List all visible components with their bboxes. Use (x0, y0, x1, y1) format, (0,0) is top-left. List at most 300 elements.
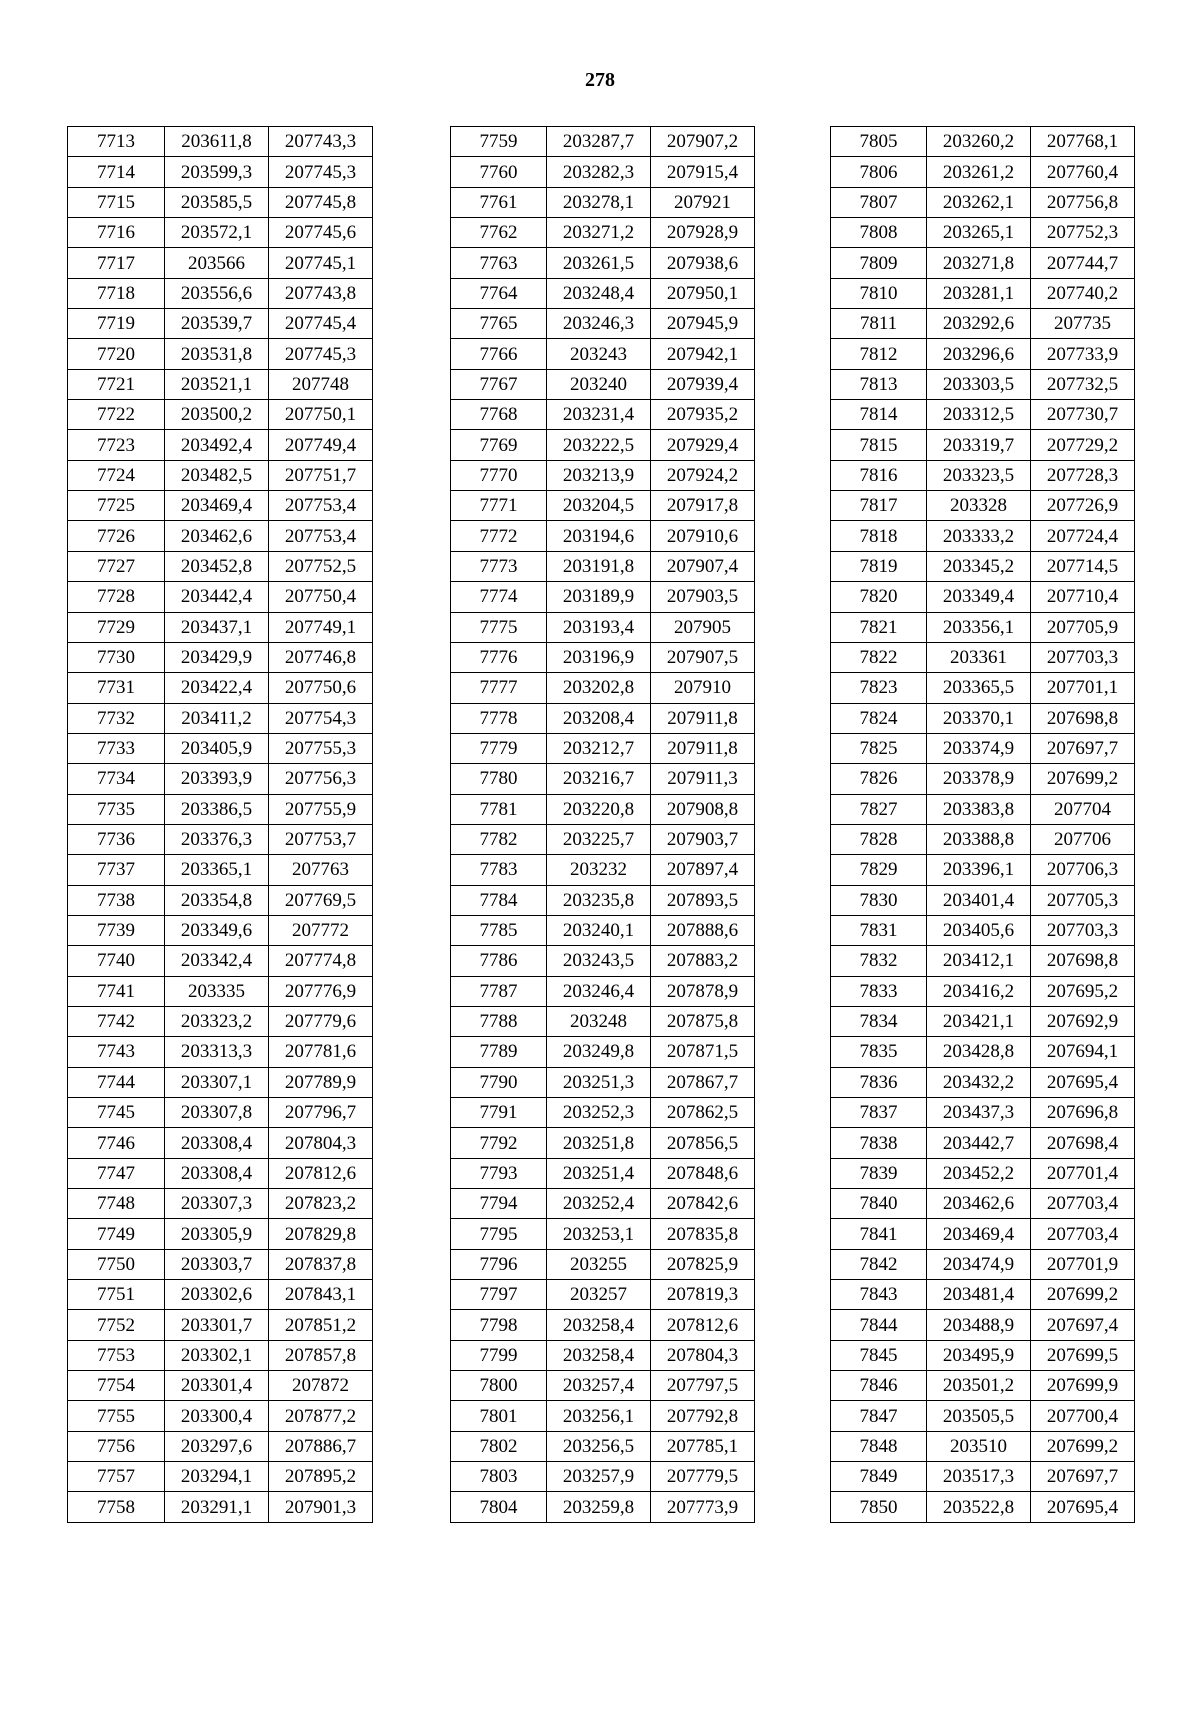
y-coordinate-cell: 207751,7 (269, 460, 373, 490)
y-coordinate-cell: 207867,7 (651, 1067, 755, 1097)
point-number-cell: 7840 (831, 1189, 927, 1219)
point-number-cell: 7763 (451, 248, 547, 278)
y-coordinate-cell: 207935,2 (651, 400, 755, 430)
x-coordinate-cell: 203222,5 (547, 430, 651, 460)
table-row (451, 187, 755, 217)
y-coordinate-cell: 207877,2 (269, 1401, 373, 1431)
table-row (451, 1158, 755, 1188)
page-number: 278 (585, 69, 615, 91)
y-coordinate-cell: 207910,6 (651, 521, 755, 551)
x-coordinate-cell: 203212,7 (547, 733, 651, 763)
point-number-cell: 7793 (451, 1158, 547, 1188)
y-coordinate-cell: 207699,2 (1031, 764, 1135, 794)
x-coordinate-cell: 203307,3 (165, 1189, 269, 1219)
table-row (68, 946, 373, 976)
y-coordinate-cell: 207706 (1031, 824, 1135, 854)
point-number-cell: 7738 (68, 885, 165, 915)
y-coordinate-cell: 207776,9 (269, 976, 373, 1006)
x-coordinate-cell: 203328 (927, 491, 1031, 521)
table-row (451, 339, 755, 369)
x-coordinate-cell: 203292,6 (927, 309, 1031, 339)
x-coordinate-cell: 203255 (547, 1249, 651, 1279)
y-coordinate-cell: 207950,1 (651, 278, 755, 308)
table-row (451, 1371, 755, 1401)
point-number-cell: 7719 (68, 309, 165, 339)
table-row (831, 1249, 1135, 1279)
y-coordinate-cell: 207753,7 (269, 824, 373, 854)
point-number-cell: 7804 (451, 1492, 547, 1522)
coordinate-table-3 (830, 126, 1135, 1523)
point-number-cell: 7761 (451, 187, 547, 217)
table-row (451, 946, 755, 976)
x-coordinate-cell: 203251,4 (547, 1158, 651, 1188)
x-coordinate-cell: 203246,4 (547, 976, 651, 1006)
point-number-cell: 7815 (831, 430, 927, 460)
x-coordinate-cell: 203231,4 (547, 400, 651, 430)
point-number-cell: 7753 (68, 1340, 165, 1370)
table-row (831, 309, 1135, 339)
table-row (831, 248, 1135, 278)
x-coordinate-cell: 203495,9 (927, 1340, 1031, 1370)
table-row (831, 1401, 1135, 1431)
table-row (68, 187, 373, 217)
x-coordinate-cell: 203469,4 (165, 491, 269, 521)
table-row (831, 521, 1135, 551)
y-coordinate-cell: 207714,5 (1031, 551, 1135, 581)
x-coordinate-cell: 203500,2 (165, 400, 269, 430)
point-number-cell: 7776 (451, 642, 547, 672)
x-coordinate-cell: 203411,2 (165, 703, 269, 733)
point-number-cell: 7741 (68, 976, 165, 1006)
x-coordinate-cell: 203481,4 (927, 1280, 1031, 1310)
point-number-cell: 7802 (451, 1431, 547, 1461)
point-number-cell: 7713 (68, 127, 165, 157)
point-number-cell: 7715 (68, 187, 165, 217)
point-number-cell: 7837 (831, 1098, 927, 1128)
point-number-cell: 7785 (451, 915, 547, 945)
point-number-cell: 7826 (831, 764, 927, 794)
y-coordinate-cell: 207843,1 (269, 1280, 373, 1310)
table-row (451, 764, 755, 794)
point-number-cell: 7767 (451, 369, 547, 399)
table-row (831, 764, 1135, 794)
point-number-cell: 7832 (831, 946, 927, 976)
y-coordinate-cell: 207924,2 (651, 460, 755, 490)
y-coordinate-cell: 207732,5 (1031, 369, 1135, 399)
table-row (68, 855, 373, 885)
x-coordinate-cell: 203383,8 (927, 794, 1031, 824)
point-number-cell: 7812 (831, 339, 927, 369)
table-row (451, 551, 755, 581)
x-coordinate-cell: 203296,6 (927, 339, 1031, 369)
coordinate-table-1 (67, 126, 373, 1523)
point-number-cell: 7799 (451, 1340, 547, 1370)
y-coordinate-cell: 207750,6 (269, 673, 373, 703)
point-number-cell: 7774 (451, 582, 547, 612)
point-number-cell: 7830 (831, 885, 927, 915)
point-number-cell: 7750 (68, 1249, 165, 1279)
y-coordinate-cell: 207745,6 (269, 218, 373, 248)
y-coordinate-cell: 207710,4 (1031, 582, 1135, 612)
table-row (68, 339, 373, 369)
x-coordinate-cell: 203271,2 (547, 218, 651, 248)
point-number-cell: 7847 (831, 1401, 927, 1431)
x-coordinate-cell: 203432,2 (927, 1067, 1031, 1097)
x-coordinate-cell: 203265,1 (927, 218, 1031, 248)
y-coordinate-cell: 207705,9 (1031, 612, 1135, 642)
point-number-cell: 7835 (831, 1037, 927, 1067)
y-coordinate-cell: 207785,1 (651, 1431, 755, 1461)
point-number-cell: 7748 (68, 1189, 165, 1219)
point-number-cell: 7824 (831, 703, 927, 733)
point-number-cell: 7790 (451, 1067, 547, 1097)
y-coordinate-cell: 207911,8 (651, 703, 755, 733)
table-row (831, 430, 1135, 460)
y-coordinate-cell: 207730,7 (1031, 400, 1135, 430)
x-coordinate-cell: 203287,7 (547, 127, 651, 157)
table-row (451, 1462, 755, 1492)
x-coordinate-cell: 203505,5 (927, 1401, 1031, 1431)
table-row (68, 1431, 373, 1461)
table-row (68, 1280, 373, 1310)
table-row (831, 824, 1135, 854)
point-number-cell: 7839 (831, 1158, 927, 1188)
table-row (451, 703, 755, 733)
y-coordinate-cell: 207837,8 (269, 1249, 373, 1279)
table-row (68, 794, 373, 824)
y-coordinate-cell: 207779,6 (269, 1006, 373, 1036)
x-coordinate-cell: 203599,3 (165, 157, 269, 187)
x-coordinate-cell: 203262,1 (927, 187, 1031, 217)
x-coordinate-cell: 203240 (547, 369, 651, 399)
point-number-cell: 7805 (831, 127, 927, 157)
table-row (451, 1067, 755, 1097)
y-coordinate-cell: 207872 (269, 1371, 373, 1401)
table-row (451, 794, 755, 824)
table-row (831, 1492, 1135, 1522)
x-coordinate-cell: 203437,3 (927, 1098, 1031, 1128)
point-number-cell: 7729 (68, 612, 165, 642)
y-coordinate-cell: 207903,7 (651, 824, 755, 854)
table-row (68, 278, 373, 308)
table-row (451, 369, 755, 399)
y-coordinate-cell: 207695,4 (1031, 1067, 1135, 1097)
x-coordinate-cell: 203189,9 (547, 582, 651, 612)
x-coordinate-cell: 203521,1 (165, 369, 269, 399)
point-number-cell: 7831 (831, 915, 927, 945)
y-coordinate-cell: 207804,3 (651, 1340, 755, 1370)
table-row (831, 582, 1135, 612)
point-number-cell: 7836 (831, 1067, 927, 1097)
table-row (831, 460, 1135, 490)
x-coordinate-cell: 203213,9 (547, 460, 651, 490)
table-row (831, 855, 1135, 885)
table-row (451, 915, 755, 945)
y-coordinate-cell: 207754,3 (269, 703, 373, 733)
x-coordinate-cell: 203256,5 (547, 1431, 651, 1461)
x-coordinate-cell: 203303,7 (165, 1249, 269, 1279)
point-number-cell: 7795 (451, 1219, 547, 1249)
y-coordinate-cell: 207745,4 (269, 309, 373, 339)
table-row (451, 1492, 755, 1522)
y-coordinate-cell: 207743,3 (269, 127, 373, 157)
table-row (831, 946, 1135, 976)
point-number-cell: 7723 (68, 430, 165, 460)
table-row (831, 794, 1135, 824)
x-coordinate-cell: 203297,6 (165, 1431, 269, 1461)
y-coordinate-cell: 207749,1 (269, 612, 373, 642)
table-row (451, 127, 755, 157)
point-number-cell: 7814 (831, 400, 927, 430)
x-coordinate-cell: 203302,1 (165, 1340, 269, 1370)
point-number-cell: 7725 (68, 491, 165, 521)
y-coordinate-cell: 207743,8 (269, 278, 373, 308)
table-row (831, 1310, 1135, 1340)
point-number-cell: 7777 (451, 673, 547, 703)
y-coordinate-cell: 207905 (651, 612, 755, 642)
y-coordinate-cell: 207897,4 (651, 855, 755, 885)
x-coordinate-cell: 203323,2 (165, 1006, 269, 1036)
table-row (451, 491, 755, 521)
x-coordinate-cell: 203501,2 (927, 1371, 1031, 1401)
point-number-cell: 7779 (451, 733, 547, 763)
y-coordinate-cell: 207733,9 (1031, 339, 1135, 369)
x-coordinate-cell: 203401,4 (927, 885, 1031, 915)
table-row (68, 1128, 373, 1158)
y-coordinate-cell: 207769,5 (269, 885, 373, 915)
x-coordinate-cell: 203416,2 (927, 976, 1031, 1006)
x-coordinate-cell: 203313,3 (165, 1037, 269, 1067)
x-coordinate-cell: 203388,8 (927, 824, 1031, 854)
table-row (831, 1280, 1135, 1310)
table-row (451, 1128, 755, 1158)
table-row (831, 885, 1135, 915)
point-number-cell: 7788 (451, 1006, 547, 1036)
point-number-cell: 7846 (831, 1371, 927, 1401)
y-coordinate-cell: 207823,2 (269, 1189, 373, 1219)
y-coordinate-cell: 207699,2 (1031, 1280, 1135, 1310)
x-coordinate-cell: 203300,4 (165, 1401, 269, 1431)
x-coordinate-cell: 203251,8 (547, 1128, 651, 1158)
point-number-cell: 7746 (68, 1128, 165, 1158)
y-coordinate-cell: 207749,4 (269, 430, 373, 460)
x-coordinate-cell: 203556,6 (165, 278, 269, 308)
point-number-cell: 7784 (451, 885, 547, 915)
point-number-cell: 7718 (68, 278, 165, 308)
x-coordinate-cell: 203294,1 (165, 1462, 269, 1492)
table-row (68, 400, 373, 430)
y-coordinate-cell: 207695,4 (1031, 1492, 1135, 1522)
x-coordinate-cell: 203488,9 (927, 1310, 1031, 1340)
table-row (831, 612, 1135, 642)
y-coordinate-cell: 207703,4 (1031, 1219, 1135, 1249)
x-coordinate-cell: 203376,3 (165, 824, 269, 854)
y-coordinate-cell: 207789,9 (269, 1067, 373, 1097)
point-number-cell: 7724 (68, 460, 165, 490)
x-coordinate-cell: 203253,1 (547, 1219, 651, 1249)
table-row (68, 733, 373, 763)
point-number-cell: 7740 (68, 946, 165, 976)
point-number-cell: 7736 (68, 824, 165, 854)
x-coordinate-cell: 203291,1 (165, 1492, 269, 1522)
y-coordinate-cell: 207797,5 (651, 1371, 755, 1401)
y-coordinate-cell: 207746,8 (269, 642, 373, 672)
point-number-cell: 7808 (831, 218, 927, 248)
point-number-cell: 7828 (831, 824, 927, 854)
table-row (451, 1006, 755, 1036)
y-coordinate-cell: 207706,3 (1031, 855, 1135, 885)
x-coordinate-cell: 203428,8 (927, 1037, 1031, 1067)
table-row (451, 855, 755, 885)
x-coordinate-cell: 203251,3 (547, 1067, 651, 1097)
point-number-cell: 7749 (68, 1219, 165, 1249)
y-coordinate-cell: 207700,4 (1031, 1401, 1135, 1431)
y-coordinate-cell: 207699,5 (1031, 1340, 1135, 1370)
y-coordinate-cell: 207773,9 (651, 1492, 755, 1522)
y-coordinate-cell: 207698,8 (1031, 946, 1135, 976)
point-number-cell: 7850 (831, 1492, 927, 1522)
point-number-cell: 7726 (68, 521, 165, 551)
table-row (451, 1280, 755, 1310)
y-coordinate-cell: 207907,2 (651, 127, 755, 157)
y-coordinate-cell: 207812,6 (651, 1310, 755, 1340)
x-coordinate-cell: 203442,4 (165, 582, 269, 612)
table-row (451, 824, 755, 854)
x-coordinate-cell: 203335 (165, 976, 269, 1006)
point-number-cell: 7717 (68, 248, 165, 278)
table-row (451, 642, 755, 672)
x-coordinate-cell: 203271,8 (927, 248, 1031, 278)
table-row (68, 1249, 373, 1279)
y-coordinate-cell: 207729,2 (1031, 430, 1135, 460)
point-number-cell: 7722 (68, 400, 165, 430)
table-row (831, 915, 1135, 945)
table-row (68, 885, 373, 915)
table-row (68, 218, 373, 248)
x-coordinate-cell: 203243,5 (547, 946, 651, 976)
x-coordinate-cell: 203301,7 (165, 1310, 269, 1340)
point-number-cell: 7764 (451, 278, 547, 308)
x-coordinate-cell: 203281,1 (927, 278, 1031, 308)
y-coordinate-cell: 207752,3 (1031, 218, 1135, 248)
point-number-cell: 7794 (451, 1189, 547, 1219)
x-coordinate-cell: 203421,1 (927, 1006, 1031, 1036)
y-coordinate-cell: 207760,4 (1031, 157, 1135, 187)
x-coordinate-cell: 203429,9 (165, 642, 269, 672)
y-coordinate-cell: 207726,9 (1031, 491, 1135, 521)
x-coordinate-cell: 203258,4 (547, 1310, 651, 1340)
y-coordinate-cell: 207697,7 (1031, 733, 1135, 763)
x-coordinate-cell: 203469,4 (927, 1219, 1031, 1249)
x-coordinate-cell: 203333,2 (927, 521, 1031, 551)
y-coordinate-cell: 207724,4 (1031, 521, 1135, 551)
table-row (451, 278, 755, 308)
x-coordinate-cell: 203248 (547, 1006, 651, 1036)
table-row (451, 521, 755, 551)
x-coordinate-cell: 203522,8 (927, 1492, 1031, 1522)
table-row (451, 309, 755, 339)
point-number-cell: 7827 (831, 794, 927, 824)
x-coordinate-cell: 203193,4 (547, 612, 651, 642)
table-row (68, 1067, 373, 1097)
y-coordinate-cell: 207756,8 (1031, 187, 1135, 217)
point-number-cell: 7772 (451, 521, 547, 551)
x-coordinate-cell: 203531,8 (165, 339, 269, 369)
x-coordinate-cell: 203260,2 (927, 127, 1031, 157)
table-row (451, 1249, 755, 1279)
point-number-cell: 7728 (68, 582, 165, 612)
point-number-cell: 7803 (451, 1462, 547, 1492)
table-row (451, 1431, 755, 1461)
table-row (68, 551, 373, 581)
point-number-cell: 7796 (451, 1249, 547, 1279)
point-number-cell: 7780 (451, 764, 547, 794)
y-coordinate-cell: 207781,6 (269, 1037, 373, 1067)
y-coordinate-cell: 207825,9 (651, 1249, 755, 1279)
y-coordinate-cell: 207703,3 (1031, 642, 1135, 672)
table-row (451, 400, 755, 430)
point-number-cell: 7810 (831, 278, 927, 308)
table-row (831, 1006, 1135, 1036)
point-number-cell: 7829 (831, 855, 927, 885)
point-number-cell: 7791 (451, 1098, 547, 1128)
x-coordinate-cell: 203235,8 (547, 885, 651, 915)
y-coordinate-cell: 207911,8 (651, 733, 755, 763)
point-number-cell: 7716 (68, 218, 165, 248)
point-number-cell: 7843 (831, 1280, 927, 1310)
x-coordinate-cell: 203216,7 (547, 764, 651, 794)
y-coordinate-cell: 207745,3 (269, 157, 373, 187)
point-number-cell: 7751 (68, 1280, 165, 1310)
table-row (451, 673, 755, 703)
x-coordinate-cell: 203396,1 (927, 855, 1031, 885)
y-coordinate-cell: 207695,2 (1031, 976, 1135, 1006)
x-coordinate-cell: 203342,4 (165, 946, 269, 976)
point-number-cell: 7732 (68, 703, 165, 733)
table-row (831, 1371, 1135, 1401)
table-row (451, 1189, 755, 1219)
point-number-cell: 7754 (68, 1371, 165, 1401)
table-row (831, 1067, 1135, 1097)
x-coordinate-cell: 203257 (547, 1280, 651, 1310)
point-number-cell: 7807 (831, 187, 927, 217)
point-number-cell: 7848 (831, 1431, 927, 1461)
table-row (831, 278, 1135, 308)
x-coordinate-cell: 203611,8 (165, 127, 269, 157)
table-row (831, 642, 1135, 672)
point-number-cell: 7813 (831, 369, 927, 399)
y-coordinate-cell: 207929,4 (651, 430, 755, 460)
point-number-cell: 7817 (831, 491, 927, 521)
y-coordinate-cell: 207903,5 (651, 582, 755, 612)
point-number-cell: 7747 (68, 1158, 165, 1188)
x-coordinate-cell: 203303,5 (927, 369, 1031, 399)
table-row (68, 1462, 373, 1492)
table-row (831, 1340, 1135, 1370)
x-coordinate-cell: 203248,4 (547, 278, 651, 308)
x-coordinate-cell: 203405,9 (165, 733, 269, 763)
point-number-cell: 7800 (451, 1371, 547, 1401)
y-coordinate-cell: 207893,5 (651, 885, 755, 915)
y-coordinate-cell: 207901,3 (269, 1492, 373, 1522)
y-coordinate-cell: 207692,9 (1031, 1006, 1135, 1036)
y-coordinate-cell: 207698,4 (1031, 1128, 1135, 1158)
point-number-cell: 7714 (68, 157, 165, 187)
point-number-cell: 7757 (68, 1462, 165, 1492)
y-coordinate-cell: 207750,1 (269, 400, 373, 430)
x-coordinate-cell: 203308,4 (165, 1128, 269, 1158)
x-coordinate-cell: 203378,9 (927, 764, 1031, 794)
